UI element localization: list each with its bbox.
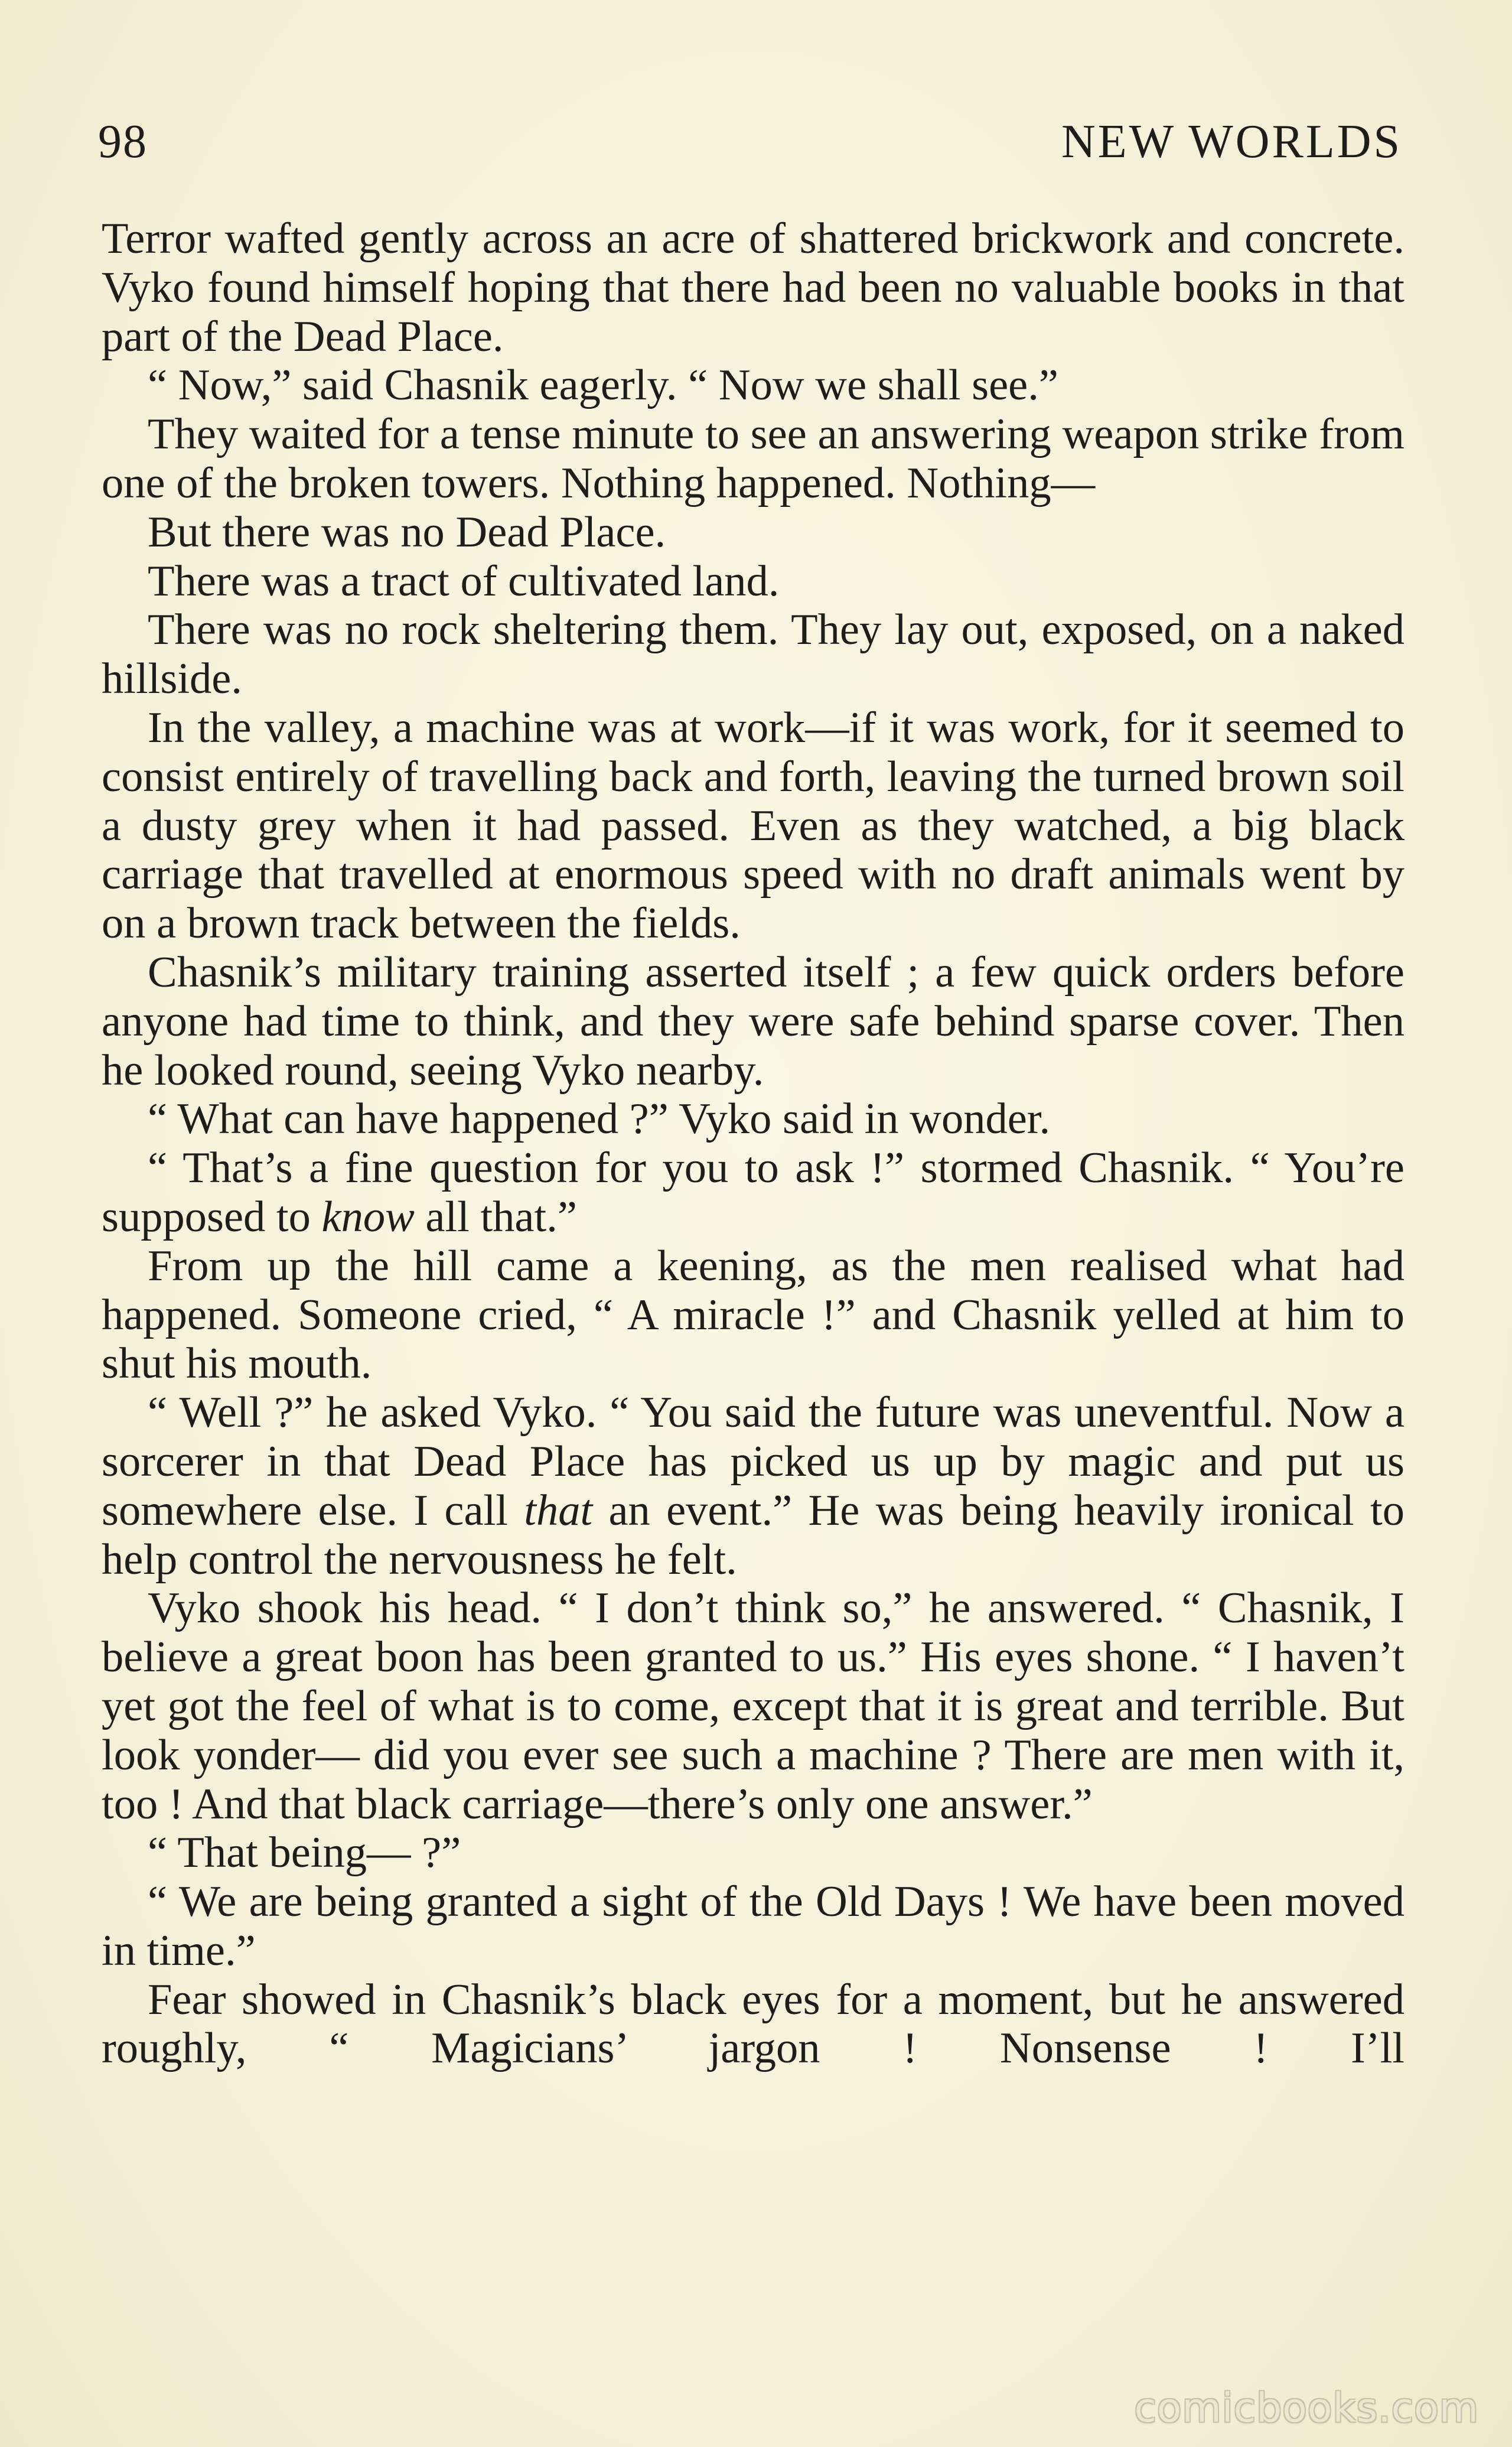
- paragraph-text: “ We are being granted a sight of the Old Days ! We have been moved in time.”: [102, 1877, 1405, 1975]
- paragraph: [102, 410, 1405, 508]
- page-number: 98: [98, 116, 148, 168]
- paragraph: [102, 1828, 1405, 1877]
- paragraph: [102, 214, 1405, 361]
- paragraph: [102, 1144, 1405, 1242]
- running-title: NEW WORLDS: [1061, 116, 1402, 168]
- paragraph: [102, 1976, 1405, 2074]
- italic-text: that: [524, 1486, 593, 1535]
- paragraph: [102, 508, 1405, 557]
- paragraph: [102, 606, 1405, 704]
- paragraph-text: From up the hill came a keening, as the men realised what had happened. Someone cried, “ A miracle !” and Chasnik yelled at him to shut his mouth.: [102, 1241, 1405, 1388]
- paragraph-text: “ That’s a fine question for you to ask !” stormed Chasnik. “ You’re supposed to: [102, 1144, 1405, 1241]
- paragraph-text: “ Now,” said Chasnik eagerly. “ Now we shall see.”: [148, 361, 1058, 410]
- paragraph: [102, 1095, 1405, 1144]
- paragraph-text: There was no rock sheltering them. They lay out, exposed, on a naked hillside.: [102, 606, 1405, 704]
- paragraph: [102, 1388, 1405, 1584]
- paragraph-text: “ What can have happened ?” Vyko said in wonder.: [148, 1095, 1051, 1144]
- paragraph-text: Fear showed in Chasnik’s black eyes for a moment, but he answered roughly, “ Magicians’ jargon ! Nonsense ! I’ll: [102, 1975, 1405, 2073]
- paragraph: [102, 1877, 1405, 1976]
- paragraph-text: Chasnik’s military training asserted itself ; a few quick orders before anyone had time to think, and they were safe behind sparse cover. Then he looked round, seeing Vyko nearby.: [102, 948, 1405, 1095]
- paragraph-text: “ That being— ?”: [148, 1828, 461, 1877]
- watermark: comicbooks.com: [1134, 2385, 1479, 2432]
- italic-text: know: [321, 1192, 415, 1241]
- paragraph: [102, 704, 1405, 948]
- page-header: [98, 112, 1402, 171]
- paragraph-text: But there was no Dead Place.: [148, 507, 666, 557]
- paragraph: [102, 361, 1405, 410]
- paragraph-text: They waited for a tense minute to see an answering weapon strike from one of the broken towers. Nothing happened. Nothing—: [102, 410, 1405, 507]
- paragraph: [102, 1242, 1405, 1388]
- paragraph-text: “ Well ?” he asked Vyko. “ You said the future was uneventful. Now a sorcerer in that Dead Place has picked us up by magic and put us somewhere else. I call: [102, 1388, 1405, 1535]
- paragraph: [102, 1584, 1405, 1828]
- paragraph-text: In the valley, a machine was at work—if it was work, for it seemed to consist entirely of travelling back and forth, leaving the turned brown soil a dusty grey when it had passed. Even as they watched, a big black carriage that travelled at enormous speed with no draft animals went by on a brown track between the fields.: [102, 703, 1405, 948]
- paragraph-text: all that.”: [414, 1192, 577, 1241]
- paragraph: [102, 557, 1405, 606]
- paragraph-text: There was a tract of cultivated land.: [148, 557, 780, 606]
- paragraph: [102, 948, 1405, 1095]
- paragraph-text: Vyko shook his head. “ I don’t think so,” he answered. “ Chasnik, I believe a great boon has been granted to us.” His eyes shone. “ I haven’t yet got the feel of what is to come, except that it is great and terrible. But look yonder— did you ever see such a machine ? There are men with it, too ! And that black carriage—there’s only one answer.”: [102, 1584, 1405, 1828]
- body-text: [102, 214, 1405, 2073]
- paragraph-text: Terror wafted gently across an acre of shattered brickwork and concrete. Vyko found himself hoping that there had been no valuable books in that part of the Dead Place.: [102, 214, 1405, 361]
- paragraph-text: an event.” He was being heavily ironical to help control the nervousness he felt.: [102, 1486, 1405, 1584]
